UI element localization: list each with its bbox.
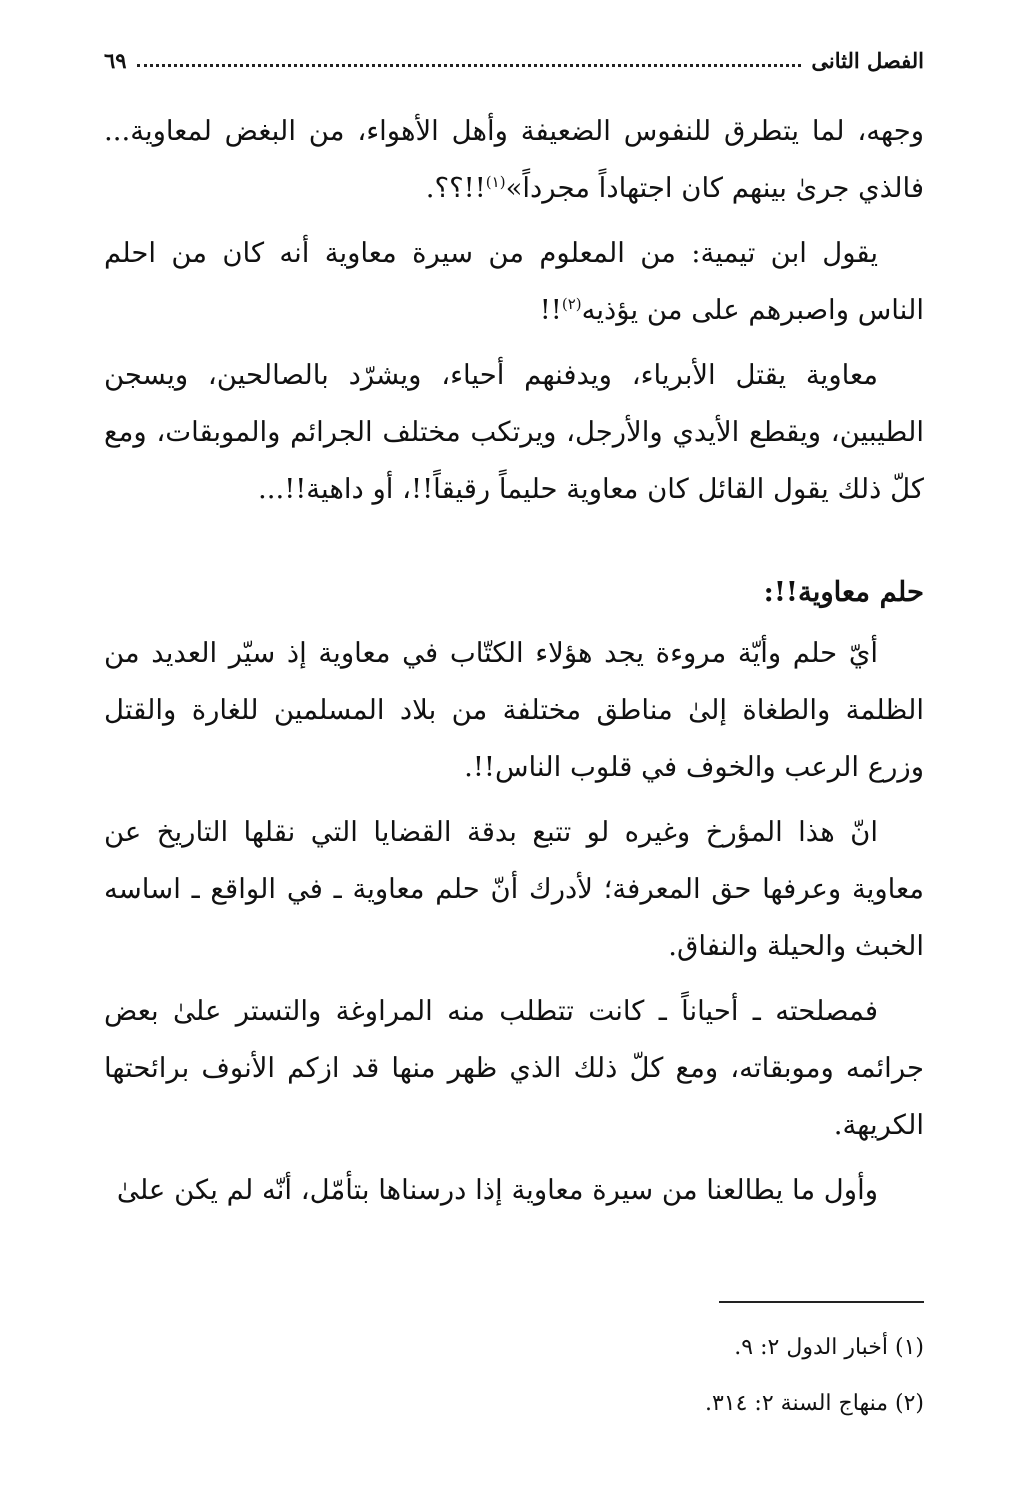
paragraph: فمصلحته ـ أحياناً ـ كانت تتطلب منه المراوغة والتستر علىٰ بعض جرائمه وموبقاته، ومع كلّ ذلك الذي ظهر منها قد ازكم الأنوف برائحتها الكريهة. xyxy=(104,995,924,1141)
footnote-ref: (٢) xyxy=(561,294,582,313)
footnotes xyxy=(104,1330,924,1442)
paragraph xyxy=(104,225,924,339)
paragraph xyxy=(104,103,924,217)
paragraph: أيّ حلم وأيّة مروءة يجد هؤلاء الكتّاب في معاوية إذ سيّر العديد من الظلمة والطغاة إلىٰ مناطق مختلفة من بلاد المسلمين للغارة والقتل وزرع الرعب والخوف في قلوب الناس!!. xyxy=(104,637,924,783)
section-heading: حلم معاوية!!: xyxy=(763,576,924,608)
chapter-title: الفصل الثانى xyxy=(811,47,924,73)
paragraph: معاوية يقتل الأبرياء، ويدفنهم أحياء، ويشرّد بالصالحين، ويسجن الطيبين، ويقطع الأيدي والأرجل، ويرتكب مختلف الجرائم والموبقات، ومع كلّ ذلك يقول القائل كان معاوية حليماً رقيقاً!!، أو داهية!!... xyxy=(104,359,924,505)
footnote: (١) أخبار الدول ٢: ٩. xyxy=(734,1335,924,1360)
paragraph: وأول ما يطالعنا من سيرة معاوية إذا درسناها بتأمّل، أنّه لم يكن علىٰ xyxy=(116,1174,878,1206)
running-header xyxy=(104,40,924,80)
footnote-separator xyxy=(719,1301,924,1303)
paragraph-text: وجهه، لما يتطرق للنفوس الضعيفة وأهل الأهواء، من البغض لمعاوية... فالذي جرىٰ بينهم كان اجتهاداً مجرداً» xyxy=(104,115,924,204)
main-text xyxy=(104,103,924,1227)
dotted-leader xyxy=(137,64,802,67)
paragraph-tail: !! xyxy=(539,294,562,326)
paragraph-text: يقول ابن تيمية: من المعلوم من سيرة معاوية أنه كان من احلم الناس واصبرهم على من يؤذيه xyxy=(104,237,924,326)
footnote: (٢) منهاج السنة ٢: ٣١٤. xyxy=(704,1391,924,1416)
footnote-ref: (١) xyxy=(485,172,506,191)
paragraph: انّ هذا المؤرخ وغيره لو تتبع بدقة القضايا التي نقلها التاريخ عن معاوية وعرفها حق المعرفة؛ لأدرك أنّ حلم معاوية ـ في الواقع ـ اساسه الخبث والحيلة والنفاق. xyxy=(104,816,924,962)
page-number: ٦٩ xyxy=(104,47,127,73)
paragraph-tail: !!؟؟. xyxy=(425,172,486,204)
